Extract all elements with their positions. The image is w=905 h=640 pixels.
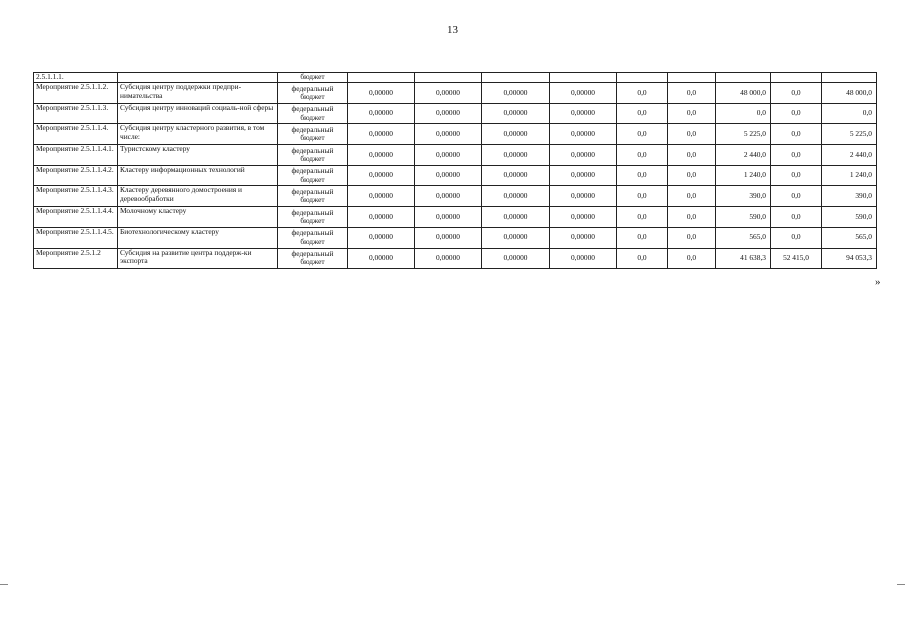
cell-value-8: 0,0 [771,145,822,166]
cell-value-2: 0,00000 [415,165,482,186]
table-row [34,186,877,207]
cell-name: Субсидия центру инноваций социаль-ной сферы [118,103,278,124]
cell-value-9: 390,0 [822,186,877,207]
cell-code: Мероприятие 2.5.1.1.3. [34,103,118,124]
cell-value-7: 0,0 [716,103,771,124]
cell-value-9: 5 225,0 [822,124,877,145]
cell-value-4: 0,00000 [550,83,617,104]
cell-value-1: 0,00000 [348,83,415,104]
budget-table [33,72,877,269]
cell-value-5: 0,0 [617,124,668,145]
cell-value-1 [348,73,415,83]
cell-code: Мероприятие 2.5.1.1.2. [34,83,118,104]
cell-value-5: 0,0 [617,145,668,166]
cell-value-7: 565,0 [716,227,771,248]
cell-value-6: 0,0 [668,207,716,228]
cell-name: Кластеру деревянного домостроения и деревообработки [118,186,278,207]
cell-value-8: 0,0 [771,207,822,228]
cell-value-4: 0,00000 [550,227,617,248]
cell-code: 2.5.1.1.1. [34,73,118,83]
cell-source: федеральный бюджет [278,83,348,104]
cell-value-1: 0,00000 [348,165,415,186]
cell-value-1: 0,00000 [348,207,415,228]
cell-value-6: 0,0 [668,103,716,124]
table-row [34,103,877,124]
cell-value-2 [415,73,482,83]
cell-value-3: 0,00000 [482,227,550,248]
cell-value-4: 0,00000 [550,207,617,228]
cell-name: Субсидия центру поддержки предпри-нимательства [118,83,278,104]
left-edge-mark [0,584,8,585]
cell-value-3: 0,00000 [482,248,550,269]
cell-value-5: 0,0 [617,227,668,248]
cell-value-6: 0,0 [668,83,716,104]
cell-source: федеральный бюджет [278,207,348,228]
cell-value-9: 590,0 [822,207,877,228]
cell-value-8 [771,73,822,83]
cell-value-5: 0,0 [617,186,668,207]
cell-value-9: 565,0 [822,227,877,248]
cell-value-6: 0,0 [668,145,716,166]
table-row [34,165,877,186]
table-row [34,207,877,228]
cell-value-3: 0,00000 [482,145,550,166]
cell-value-3: 0,00000 [482,103,550,124]
cell-value-2: 0,00000 [415,83,482,104]
cell-value-2: 0,00000 [415,124,482,145]
cell-source: федеральный бюджет [278,227,348,248]
cell-code: Мероприятие 2.5.1.2 [34,248,118,269]
cell-value-4: 0,00000 [550,186,617,207]
cell-code: Мероприятие 2.5.1.1.4.2. [34,165,118,186]
cell-value-5 [617,73,668,83]
cell-value-2: 0,00000 [415,103,482,124]
table-row [34,145,877,166]
cell-value-7: 590,0 [716,207,771,228]
cell-value-8: 0,0 [771,124,822,145]
cell-value-7: 41 638,3 [716,248,771,269]
closing-quote-mark: » [875,276,881,288]
cell-name [118,73,278,83]
cell-value-7: 48 000,0 [716,83,771,104]
cell-name: Молочному кластеру [118,207,278,228]
cell-value-1: 0,00000 [348,145,415,166]
cell-value-8: 0,0 [771,227,822,248]
cell-value-9: 94 053,3 [822,248,877,269]
table-row [34,73,877,83]
cell-value-7 [716,73,771,83]
cell-name: Субсидия на развитие центра поддерж-ки экспорта [118,248,278,269]
table-row [34,83,877,104]
cell-value-6: 0,0 [668,186,716,207]
cell-source: федеральный бюджет [278,103,348,124]
cell-value-8: 0,0 [771,186,822,207]
cell-value-8: 0,0 [771,83,822,104]
cell-value-7: 390,0 [716,186,771,207]
cell-value-4: 0,00000 [550,248,617,269]
table-row [34,227,877,248]
cell-value-2: 0,00000 [415,248,482,269]
cell-value-9: 0,0 [822,103,877,124]
table-row [34,124,877,145]
cell-code: Мероприятие 2.5.1.1.4. [34,124,118,145]
table-body [34,73,877,269]
cell-name: Туристскому кластеру [118,145,278,166]
cell-value-9 [822,73,877,83]
cell-value-1: 0,00000 [348,227,415,248]
cell-value-1: 0,00000 [348,186,415,207]
cell-value-1: 0,00000 [348,103,415,124]
cell-value-3: 0,00000 [482,83,550,104]
cell-source: федеральный бюджет [278,145,348,166]
cell-code: Мероприятие 2.5.1.1.4.5. [34,227,118,248]
cell-value-2: 0,00000 [415,186,482,207]
cell-value-3: 0,00000 [482,186,550,207]
cell-value-6: 0,0 [668,165,716,186]
cell-name: Биотехнологическому кластеру [118,227,278,248]
cell-value-7: 2 440,0 [716,145,771,166]
cell-value-6: 0,0 [668,124,716,145]
cell-value-9: 1 240,0 [822,165,877,186]
cell-source: федеральный бюджет [278,165,348,186]
cell-value-8: 52 415,0 [771,248,822,269]
cell-value-5: 0,0 [617,83,668,104]
cell-value-4: 0,00000 [550,165,617,186]
cell-code: Мероприятие 2.5.1.1.4.3. [34,186,118,207]
cell-value-7: 5 225,0 [716,124,771,145]
cell-value-4 [550,73,617,83]
cell-name: Субсидия центру кластерного развития, в том числе: [118,124,278,145]
cell-value-3: 0,00000 [482,124,550,145]
cell-value-3: 0,00000 [482,165,550,186]
cell-value-5: 0,0 [617,248,668,269]
cell-value-8: 0,0 [771,103,822,124]
right-edge-mark [897,584,905,585]
table-row [34,248,877,269]
cell-source: федеральный бюджет [278,248,348,269]
cell-value-2: 0,00000 [415,227,482,248]
cell-value-9: 2 440,0 [822,145,877,166]
cell-value-4: 0,00000 [550,145,617,166]
cell-code: Мероприятие 2.5.1.1.4.4. [34,207,118,228]
cell-value-5: 0,0 [617,165,668,186]
cell-code: Мероприятие 2.5.1.1.4.1. [34,145,118,166]
cell-value-9: 48 000,0 [822,83,877,104]
cell-value-4: 0,00000 [550,103,617,124]
cell-value-3 [482,73,550,83]
cell-value-5: 0,0 [617,207,668,228]
cell-name: Кластеру информационных технологий [118,165,278,186]
cell-value-6: 0,0 [668,248,716,269]
cell-value-1: 0,00000 [348,124,415,145]
cell-value-2: 0,00000 [415,207,482,228]
cell-source: федеральный бюджет [278,124,348,145]
cell-value-2: 0,00000 [415,145,482,166]
cell-value-6 [668,73,716,83]
cell-value-8: 0,0 [771,165,822,186]
cell-value-6: 0,0 [668,227,716,248]
cell-value-3: 0,00000 [482,207,550,228]
cell-value-5: 0,0 [617,103,668,124]
cell-source: бюджет [278,73,348,83]
cell-source: федеральный бюджет [278,186,348,207]
cell-value-4: 0,00000 [550,124,617,145]
cell-value-1: 0,00000 [348,248,415,269]
cell-value-7: 1 240,0 [716,165,771,186]
page-number: 13 [447,24,458,36]
